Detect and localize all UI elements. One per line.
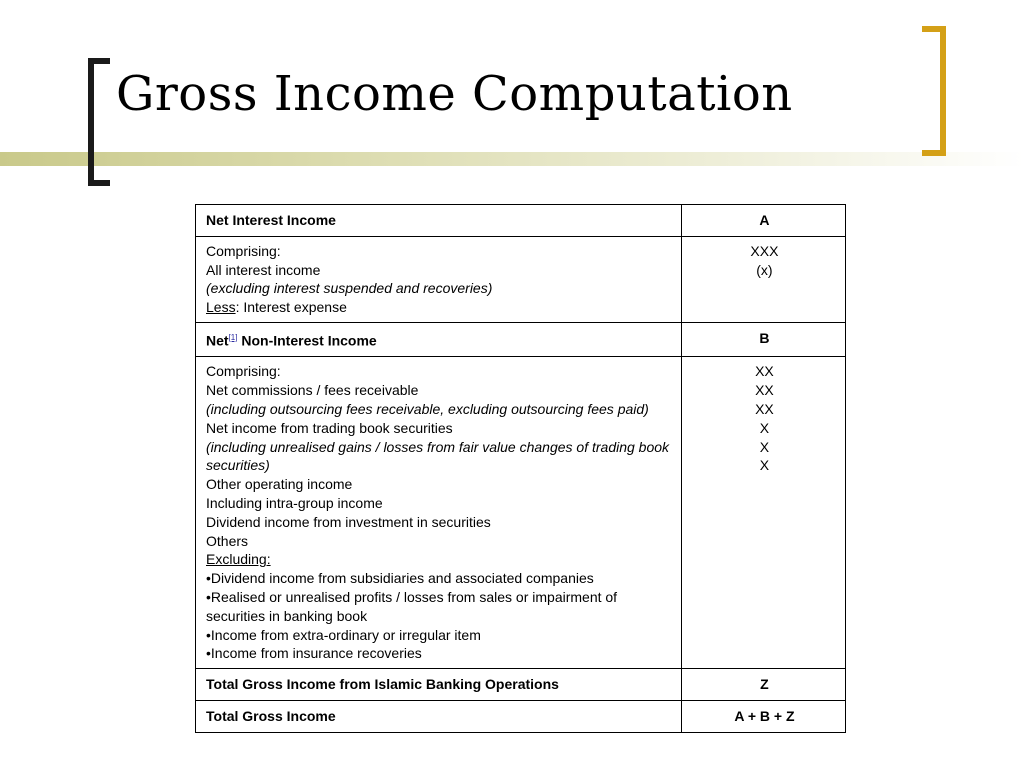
bullet-line: •Dividend income from subsidiaries and associated companies <box>206 570 594 587</box>
detail-line: Comprising: <box>206 242 281 259</box>
net-interest-detail-cell <box>196 236 682 322</box>
islamic-banking-label: Total Gross Income from Islamic Banking Operations <box>196 669 682 701</box>
detail-line: Less: Interest expense <box>206 299 347 316</box>
detail-line: (including outsourcing fees receivable, excluding outsourcing fees paid) <box>206 401 649 418</box>
bullet-line: •Income from extra-ordinary or irregular item <box>206 626 481 643</box>
net-interest-detail-row <box>196 236 846 322</box>
detail-line: (including unrealised gains / losses from fair value changes of trading book securities) <box>206 438 670 474</box>
bullet-line: •Income from insurance recoveries <box>206 645 422 662</box>
value-line: X <box>759 457 770 474</box>
islamic-banking-row <box>196 669 846 701</box>
detail-line: Other operating income <box>206 476 353 493</box>
right-bracket-decoration <box>922 26 946 156</box>
detail-line: Net income from trading book securities <box>206 419 453 436</box>
net-interest-header-row <box>196 205 846 237</box>
excluding-label: Excluding: <box>206 551 271 568</box>
non-interest-header-row <box>196 322 846 356</box>
value-line: XX <box>755 363 774 380</box>
value-line: XX <box>755 401 774 418</box>
title-underline-band <box>0 152 1024 166</box>
bullet-line: •Realised or unrealised profits / losses from sales or impairment of securities in banking book <box>206 589 618 624</box>
detail-line: All interest income <box>206 261 321 278</box>
total-gross-income-row <box>196 700 846 732</box>
slide-title: Gross Income Computation <box>116 66 793 122</box>
detail-line: Others <box>206 532 249 549</box>
non-interest-header-value: B <box>681 322 845 356</box>
non-interest-header-label: Net[1] Non-Interest Income <box>196 322 682 356</box>
value-line: XXX <box>750 242 779 259</box>
footnote-link[interactable]: [1] <box>228 332 238 342</box>
value-line: X <box>759 438 770 455</box>
detail-line: Dividend income from investment in securities <box>206 513 491 530</box>
detail-line: Comprising: <box>206 363 281 380</box>
less-label: Less <box>206 299 236 316</box>
net-interest-values-cell <box>681 236 845 322</box>
value-line: XX <box>755 382 774 399</box>
gross-income-table <box>195 204 846 733</box>
non-interest-values-cell <box>681 357 845 669</box>
net-interest-header-value: A <box>681 205 845 237</box>
islamic-banking-value: Z <box>681 669 845 701</box>
total-gross-income-label: Total Gross Income <box>196 700 682 732</box>
net-interest-header-label: Net Interest Income <box>196 205 682 237</box>
non-interest-detail-cell <box>196 357 682 669</box>
detail-line: Net commissions / fees receivable <box>206 382 419 399</box>
value-line: X <box>759 419 770 436</box>
non-interest-detail-row <box>196 357 846 669</box>
detail-line: Including intra-group income <box>206 495 383 512</box>
detail-line: (excluding interest suspended and recoveries) <box>206 280 493 297</box>
total-gross-income-value: A + B + Z <box>681 700 845 732</box>
left-bracket-decoration <box>88 58 110 186</box>
value-line: (x) <box>756 261 773 278</box>
